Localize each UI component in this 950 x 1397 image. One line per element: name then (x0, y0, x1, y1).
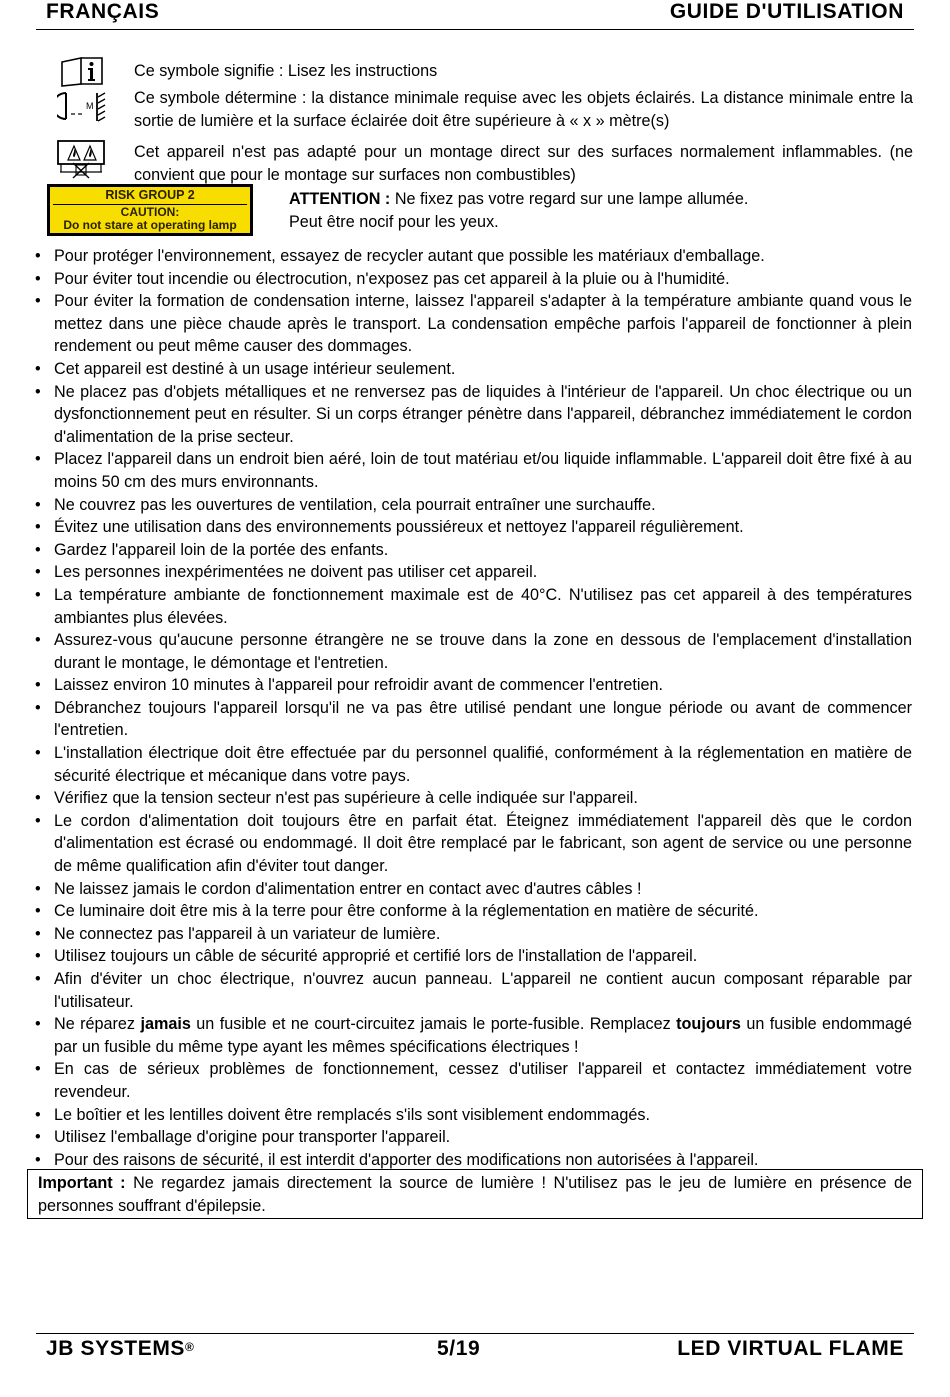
list-item: • Gardez l'appareil loin de la portée des enfants. (30, 539, 912, 562)
list-item: • Débranchez toujours l'appareil lorsqu'il ne va pas être utilisé pendant une longue période ou avant de commencer l'entretien. (30, 697, 912, 742)
list-item: • Ne connectez pas l'appareil à un variateur de lumière. (30, 923, 912, 946)
attention-line-1: Ne fixez pas votre regard sur une lampe allumée. (394, 190, 749, 208)
list-item: • Utilisez toujours un câble de sécurité approprié et certifié lors de l'installation de l'appareil. (30, 945, 912, 968)
footer-page-number: 5/19 (437, 1337, 481, 1360)
list-item: • Le cordon d'alimentation doit toujours être en parfait état. Éteignez immédiatement l'appareil dès que le cordon d'alimentation est écrasé ou endommagé. Il doit être remplacé par le fabricant, son agent de service ou une personne de même qualification afin d'éviter tout danger. (30, 810, 912, 878)
list-item: • Vérifiez que la tension secteur n'est pas supérieure à celle indiquée sur l'appareil. (30, 787, 912, 810)
important-notice-box (27, 1169, 923, 1219)
page-header (36, 0, 914, 30)
list-item: • Utilisez l'emballage d'origine pour transporter l'appareil. (30, 1126, 912, 1149)
list-item: • Ce luminaire doit être mis à la terre pour être conforme à la réglementation en matière de sécurité. (30, 900, 912, 923)
minimum-distance-icon-letter: M (86, 101, 94, 111)
fuse-text-3: un fusible endommagé par un fusible du même type ayant les mêmes spécifications électriques ! (54, 1015, 912, 1056)
risk-caution-text: Do not stare at operating lamp (63, 218, 237, 232)
attention-block (289, 188, 909, 233)
risk-group-warning-label (47, 184, 253, 236)
list-item: • Ne couvrez pas les ouvertures de ventilation, cela pourrait entraîner une surchauffe. (30, 494, 912, 517)
list-item: • Pour protéger l'environnement, essayez de recycler autant que possible les matériaux d'emballage. (30, 245, 912, 268)
risk-group-title: RISK GROUP 2 (105, 188, 195, 202)
safety-instructions-list (30, 245, 912, 1171)
list-item: • La température ambiante de fonctionnement maximale est de 40°C. N'utilisez pas cet appareil à des températures ambiantes plus élevées. (30, 584, 912, 629)
page-footer (36, 1333, 914, 1360)
attention-label: ATTENTION : (289, 190, 391, 208)
list-item: • Pour éviter la formation de condensation interne, laissez l'appareil s'adapter à la température ambiante quand vous le mettez dans une pièce chaude après le transport. La condensation empêche parfois l'appareil de fonctionner à plein rendement ou peut même causer des dommages. (30, 290, 912, 358)
header-title: GUIDE D'UTILISATION (669, 0, 904, 23)
list-item: • Laissez environ 10 minutes à l'appareil pour refroidir avant de commencer l'entretien. (30, 674, 912, 697)
fuse-text-1: Ne réparez (54, 1015, 141, 1034)
list-item: • Placez l'appareil dans un endroit bien aéré, loin de tout matériau et/ou liquide inflammable. L'appareil doit être fixé à au moins 50 cm des murs environnants. (30, 448, 912, 493)
list-item: • Ne laissez jamais le cordon d'alimentation entrer en contact avec d'autres câbles ! (30, 878, 912, 901)
list-item-fuse (30, 1013, 912, 1058)
trademark-symbol: ® (185, 1340, 195, 1354)
important-text: Ne regardez jamais directement la source de lumière ! N'utilisez pas le jeu de lumière en présence de personnes souffrant d'épilepsie. (38, 1174, 912, 1215)
symbol-read-instructions-text: Ce symbole signifie : Lisez les instructions (134, 62, 438, 80)
list-item: • Les personnes inexpérimentées ne doivent pas utiliser cet appareil. (30, 561, 912, 584)
flammable-surface-icon (57, 140, 105, 180)
list-item: • En cas de sérieux problèmes de fonctionnement, cessez d'utiliser l'appareil et contactez immédiatement votre revendeur. (30, 1058, 912, 1103)
fuse-text-2: un fusible et ne court-circuitez jamais le porte-fusible. Remplacez (190, 1015, 677, 1034)
list-item: • Ne placez pas d'objets métalliques et ne renversez pas de liquides à l'intérieur de l'appareil. Un choc électrique ou un dysfonctionnement peut en résulter. Si un corps étranger pénètre dans l'appareil, débranchez immédiatement le cordon d'alimentation de la prise secteur. (30, 381, 912, 449)
read-instructions-icon (61, 57, 103, 87)
list-item: • Assurez-vous qu'aucune personne étrangère ne se trouve dans la zone en dessous de l'emplacement d'installation durant le montage, le démontage et l'entretien. (30, 629, 912, 674)
important-label: Important : (38, 1174, 126, 1192)
symbol-distance-text: Ce symbole détermine : la distance minimale requise avec les objets éclairés. La distance minimale entre la sortie de lumière et la surface éclairée doit être supérieure à « x » mètre(s) (134, 89, 913, 130)
list-item: • L'installation électrique doit être effectuée par du personnel qualifié, conformément à la réglementation en matière de sécurité électrique et mécanique dans votre pays. (30, 742, 912, 787)
list-item: • Pour des raisons de sécurité, il est interdit d'apporter des modifications non autorisées à l'appareil. (30, 1149, 912, 1172)
footer-brand-name: JB SYSTEMS (46, 1337, 186, 1360)
header-language: FRANÇAIS (46, 0, 160, 23)
list-item: • Le boîtier et les lentilles doivent être remplacés s'ils sont visiblement endommagés. (30, 1104, 912, 1127)
risk-caution-title: CAUTION: (120, 205, 180, 219)
list-item: • Afin d'éviter un choc électrique, n'ouvrez aucun panneau. L'appareil ne contient aucun composant réparable par l'utilisateur. (30, 968, 912, 1013)
footer-brand (46, 1338, 195, 1361)
footer-product: LED VIRTUAL FLAME (677, 1337, 904, 1360)
attention-line-2: Peut être nocif pour les yeux. (289, 212, 499, 231)
fuse-emphasis-always: toujours (676, 1015, 741, 1034)
symbol-flammable-text: Cet appareil n'est pas adapté pour un montage direct sur des surfaces normalement inflammables. (ne convient que pour le montage sur surfaces non combustibles) (134, 143, 913, 184)
list-item: • Évitez une utilisation dans des environnements poussiéreux et nettoyez l'appareil régulièrement. (30, 516, 912, 539)
list-item: • Cet appareil est destiné à un usage intérieur seulement. (30, 358, 912, 381)
minimum-distance-icon (57, 91, 109, 123)
fuse-emphasis-never: jamais (140, 1015, 191, 1034)
list-item: • Pour éviter tout incendie ou électrocution, n'exposez pas cet appareil à la pluie ou à l'humidité. (30, 268, 912, 291)
